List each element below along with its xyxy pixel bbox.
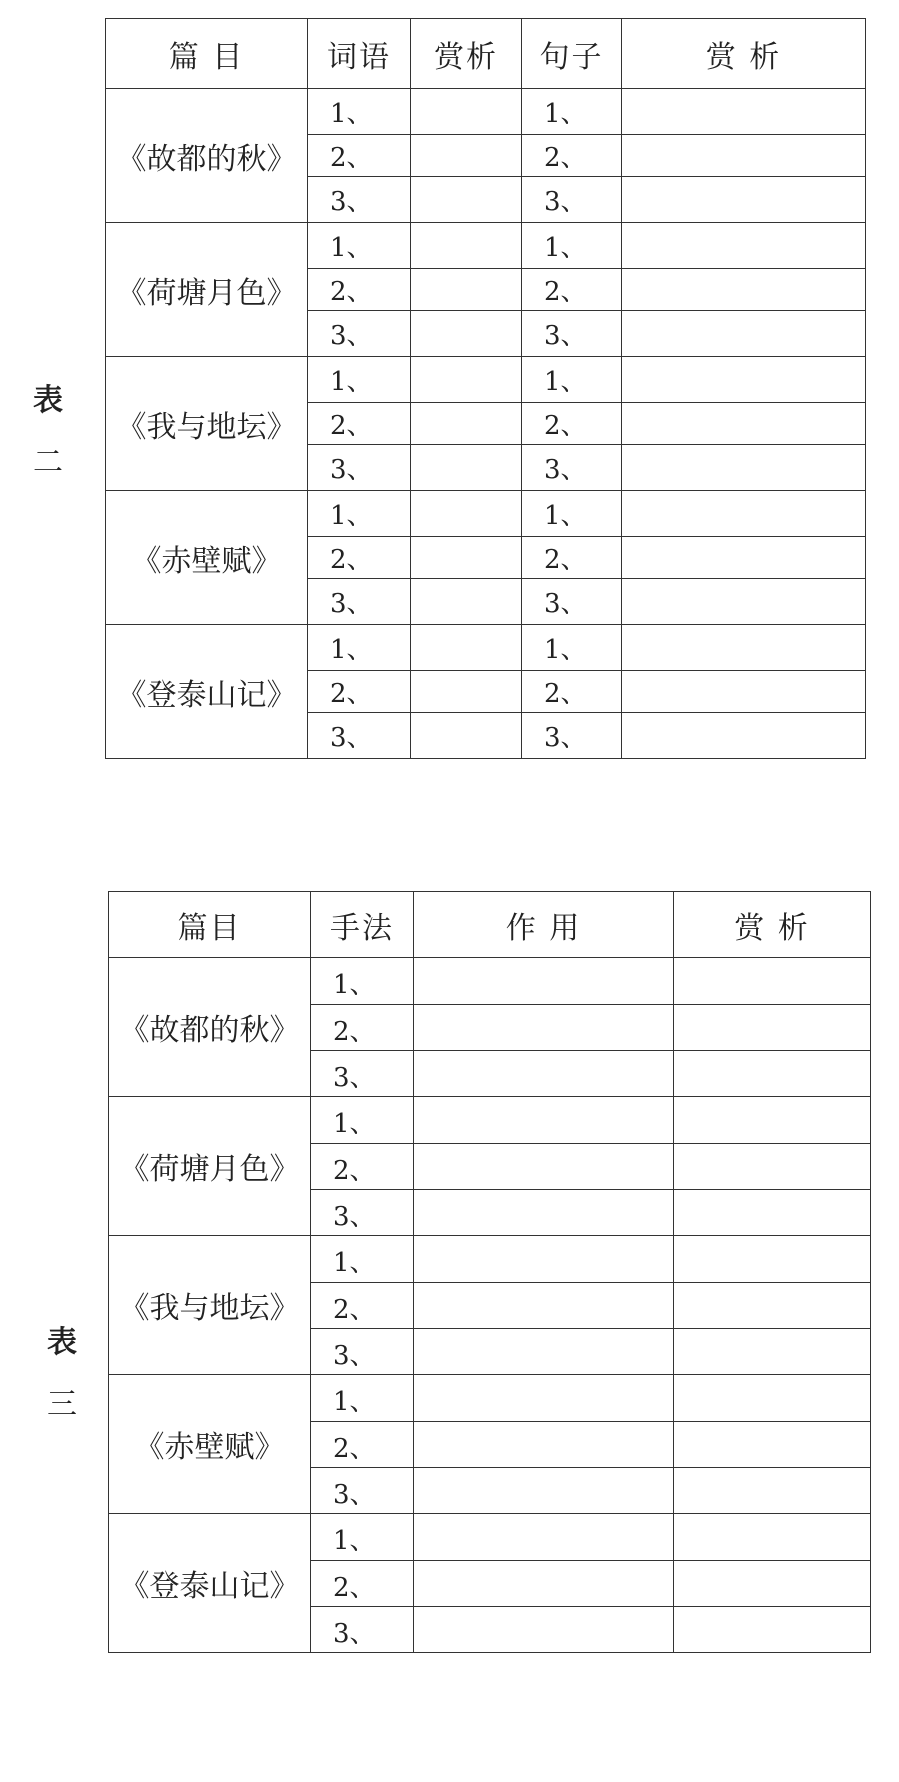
blank-cell xyxy=(622,269,866,311)
blank-cell xyxy=(414,1283,674,1329)
table3 xyxy=(108,891,871,1653)
blank-cell xyxy=(622,177,866,223)
blank-cell xyxy=(414,1375,674,1422)
item-number: 2、 xyxy=(522,135,622,177)
table2-side-label-char-2: 二 xyxy=(33,445,63,480)
blank-cell xyxy=(411,269,522,311)
item-number: 1、 xyxy=(308,491,411,537)
item-number: 3、 xyxy=(522,311,622,357)
blank-cell xyxy=(414,958,674,1005)
item-number: 2、 xyxy=(522,537,622,579)
item-number: 3、 xyxy=(522,713,622,759)
blank-cell xyxy=(411,579,522,625)
title-cell: 《登泰山记》 xyxy=(109,1514,311,1653)
table3-side-label-char-2: 三 xyxy=(47,1387,77,1422)
header-zuo-yong: 作 用 xyxy=(414,892,674,958)
blank-cell xyxy=(674,1283,871,1329)
blank-cell xyxy=(622,357,866,403)
table-row xyxy=(109,1236,871,1283)
item-number: 3、 xyxy=(308,713,411,759)
title-cell: 《登泰山记》 xyxy=(106,625,308,759)
header-pian-mu: 篇 目 xyxy=(106,19,308,89)
table3-side-label xyxy=(42,1312,82,1436)
item-number: 1、 xyxy=(311,958,414,1005)
blank-cell xyxy=(674,1236,871,1283)
item-number: 3、 xyxy=(308,311,411,357)
table-row xyxy=(109,1375,871,1422)
item-number: 2、 xyxy=(522,403,622,445)
item-number: 3、 xyxy=(308,445,411,491)
table2-side-label-char-1: 表 xyxy=(33,383,63,418)
header-ju-zi: 句子 xyxy=(522,19,622,89)
blank-cell xyxy=(674,1051,871,1097)
item-number: 2、 xyxy=(311,1561,414,1607)
item-number: 1、 xyxy=(308,89,411,135)
blank-cell xyxy=(414,1422,674,1468)
item-number: 3、 xyxy=(308,579,411,625)
item-number: 1、 xyxy=(308,223,411,269)
header-shang-xi-2: 赏 析 xyxy=(622,19,866,89)
table2 xyxy=(105,18,866,759)
header-shang-xi: 赏 析 xyxy=(674,892,871,958)
blank-cell xyxy=(622,89,866,135)
blank-cell xyxy=(674,1422,871,1468)
blank-cell xyxy=(674,958,871,1005)
blank-cell xyxy=(674,1561,871,1607)
item-number: 1、 xyxy=(522,223,622,269)
blank-cell xyxy=(414,1236,674,1283)
item-number: 1、 xyxy=(522,491,622,537)
table-row xyxy=(106,89,866,135)
blank-cell xyxy=(622,537,866,579)
title-cell: 《荷塘月色》 xyxy=(106,223,308,357)
table-row xyxy=(109,958,871,1005)
item-number: 2、 xyxy=(308,671,411,713)
item-number: 2、 xyxy=(522,269,622,311)
blank-cell xyxy=(622,713,866,759)
item-number: 2、 xyxy=(308,537,411,579)
blank-cell xyxy=(674,1514,871,1561)
blank-cell xyxy=(414,1468,674,1514)
blank-cell xyxy=(411,311,522,357)
item-number: 1、 xyxy=(522,625,622,671)
blank-cell xyxy=(622,403,866,445)
title-cell: 《荷塘月色》 xyxy=(109,1097,311,1236)
item-number: 3、 xyxy=(522,445,622,491)
blank-cell xyxy=(414,1329,674,1375)
item-number: 2、 xyxy=(308,403,411,445)
table2-side-label xyxy=(28,370,68,494)
blank-cell xyxy=(414,1561,674,1607)
blank-cell xyxy=(411,177,522,223)
item-number: 3、 xyxy=(311,1468,414,1514)
item-number: 2、 xyxy=(311,1144,414,1190)
item-number: 3、 xyxy=(308,177,411,223)
blank-cell xyxy=(414,1097,674,1144)
blank-cell xyxy=(674,1329,871,1375)
blank-cell xyxy=(674,1607,871,1653)
item-number: 1、 xyxy=(311,1375,414,1422)
blank-cell xyxy=(622,625,866,671)
table-row xyxy=(106,625,866,671)
blank-cell xyxy=(622,671,866,713)
item-number: 1、 xyxy=(311,1097,414,1144)
item-number: 3、 xyxy=(522,579,622,625)
item-number: 2、 xyxy=(311,1005,414,1051)
blank-cell xyxy=(622,491,866,537)
item-number: 3、 xyxy=(311,1051,414,1097)
blank-cell xyxy=(674,1144,871,1190)
blank-cell xyxy=(411,403,522,445)
item-number: 3、 xyxy=(311,1329,414,1375)
blank-cell xyxy=(622,223,866,269)
header-ci-yu: 词语 xyxy=(308,19,411,89)
blank-cell xyxy=(414,1051,674,1097)
blank-cell xyxy=(674,1005,871,1051)
blank-cell xyxy=(411,537,522,579)
blank-cell xyxy=(414,1514,674,1561)
header-shang-xi: 赏析 xyxy=(411,19,522,89)
blank-cell xyxy=(414,1190,674,1236)
blank-cell xyxy=(674,1190,871,1236)
table-row xyxy=(106,357,866,403)
blank-cell xyxy=(674,1468,871,1514)
item-number: 3、 xyxy=(311,1190,414,1236)
blank-cell xyxy=(674,1097,871,1144)
table-row xyxy=(109,1097,871,1144)
item-number: 3、 xyxy=(311,1607,414,1653)
item-number: 1、 xyxy=(308,625,411,671)
item-number: 2、 xyxy=(311,1422,414,1468)
item-number: 2、 xyxy=(522,671,622,713)
title-cell: 《故都的秋》 xyxy=(109,958,311,1097)
blank-cell xyxy=(411,223,522,269)
item-number: 2、 xyxy=(308,269,411,311)
blank-cell xyxy=(674,1375,871,1422)
title-cell: 《赤壁赋》 xyxy=(106,491,308,625)
blank-cell xyxy=(411,713,522,759)
blank-cell xyxy=(411,625,522,671)
blank-cell xyxy=(414,1144,674,1190)
blank-cell xyxy=(414,1005,674,1051)
item-number: 1、 xyxy=(308,357,411,403)
item-number: 2、 xyxy=(311,1283,414,1329)
item-number: 1、 xyxy=(311,1236,414,1283)
title-cell: 《我与地坛》 xyxy=(106,357,308,491)
blank-cell xyxy=(411,357,522,403)
header-pian-mu: 篇目 xyxy=(109,892,311,958)
table3-side-label-char-1: 表 xyxy=(47,1325,77,1360)
blank-cell xyxy=(411,671,522,713)
title-cell: 《故都的秋》 xyxy=(106,89,308,223)
blank-cell xyxy=(411,445,522,491)
title-cell: 《我与地坛》 xyxy=(109,1236,311,1375)
blank-cell xyxy=(622,579,866,625)
blank-cell xyxy=(411,135,522,177)
blank-cell xyxy=(411,491,522,537)
table-row xyxy=(106,223,866,269)
item-number: 1、 xyxy=(522,357,622,403)
blank-cell xyxy=(622,445,866,491)
item-number: 3、 xyxy=(522,177,622,223)
blank-cell xyxy=(411,89,522,135)
blank-cell xyxy=(414,1607,674,1653)
table-row xyxy=(109,1514,871,1561)
item-number: 1、 xyxy=(522,89,622,135)
blank-cell xyxy=(622,311,866,357)
item-number: 2、 xyxy=(308,135,411,177)
header-shou-fa: 手法 xyxy=(311,892,414,958)
blank-cell xyxy=(622,135,866,177)
table-row xyxy=(106,491,866,537)
item-number: 1、 xyxy=(311,1514,414,1561)
title-cell: 《赤壁赋》 xyxy=(109,1375,311,1514)
